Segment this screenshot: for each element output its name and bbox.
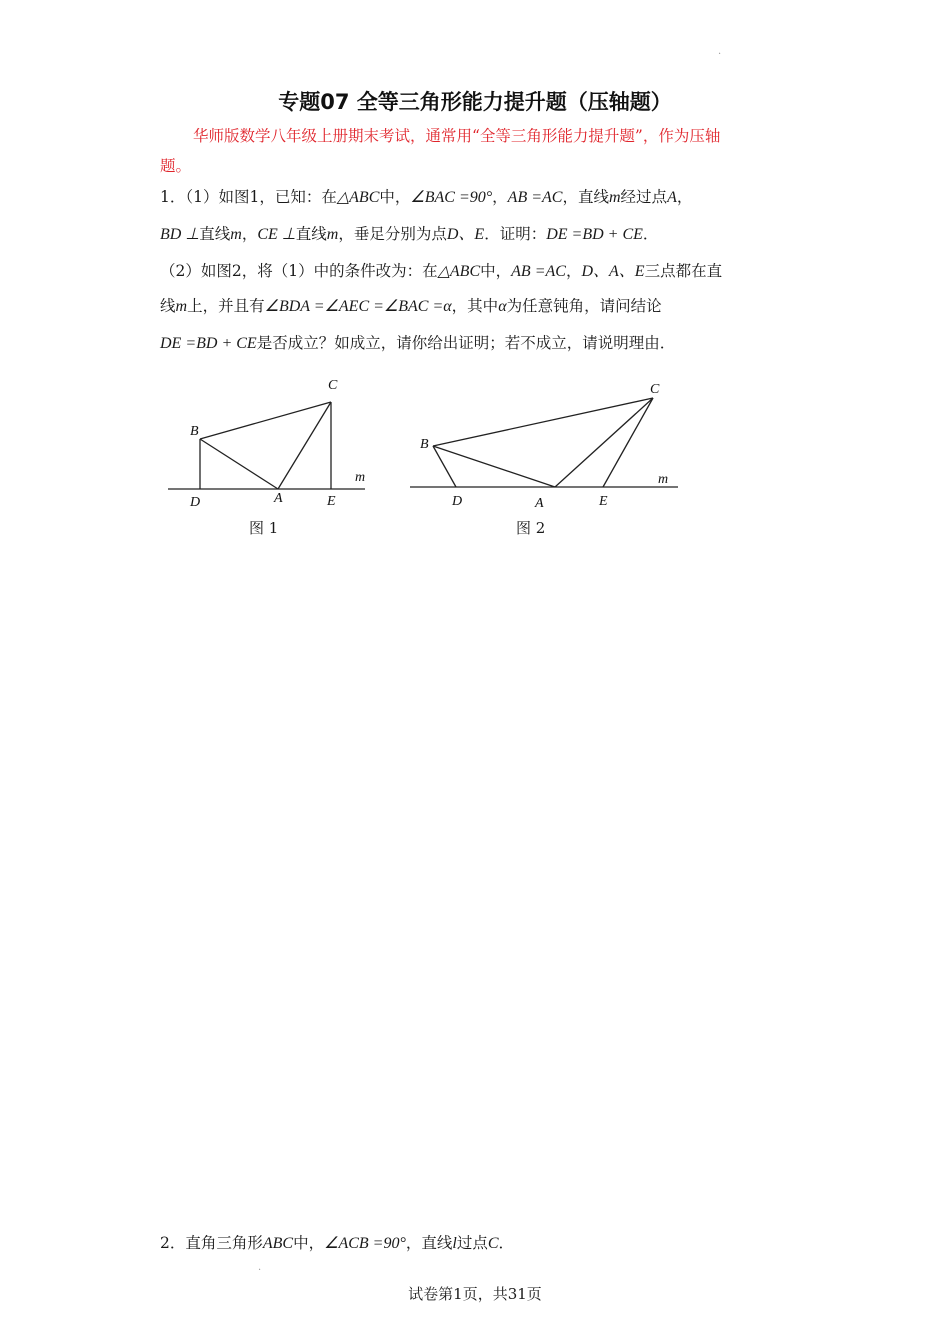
fig2-segment-ce (603, 398, 653, 487)
page-title: 专题07 全等三角形能力提升题（压轴题） (278, 90, 672, 114)
q1-math: ∠BAC =90° (410, 189, 493, 206)
q1-text: ，垂足分别为点 (338, 225, 447, 243)
fig2-segment-bc (433, 398, 653, 446)
q1-text: 直线 (199, 225, 231, 243)
fig2-segment-ac (555, 398, 653, 487)
q1-line-3 (160, 258, 722, 281)
q1-math: m (608, 189, 621, 206)
q1-text: ，其中 (451, 297, 499, 315)
fig2-label-m: m (658, 472, 669, 487)
q2-text: 过点 (456, 1234, 488, 1252)
q1-line-5 (160, 331, 675, 353)
q2-math: ABC (262, 1235, 294, 1252)
fig1-label-e: E (327, 494, 336, 509)
q1-text: ．证明： (484, 225, 547, 243)
q1-math: ∠BDA =∠AEC =∠BAC =α (264, 298, 452, 315)
bottom-mark: . (258, 1262, 262, 1273)
fig1-segment-ba (200, 439, 278, 489)
intro-line-1: 华师版数学八年级上册期末考试，通常用“全等三角形能力提升题”，作为压轴 (193, 127, 721, 145)
q2-line-1 (160, 1231, 514, 1253)
fig1-label-m: m (355, 470, 366, 485)
q1-text: 经过点 (620, 188, 668, 206)
q1-math: m (326, 226, 339, 243)
fig1-label-c: C (328, 378, 338, 393)
q2-text: 2．直角三角形 (160, 1234, 263, 1252)
q2-math: ∠ACB =90° (324, 1235, 406, 1252)
q1-math: D、E (446, 226, 485, 243)
q1-math: m (175, 298, 188, 315)
q1-math: A (667, 189, 677, 206)
figure-2-caption: 图 2 (516, 519, 546, 537)
q1-text: ，直线 (562, 188, 609, 206)
fig2-label-c: C (650, 382, 660, 397)
corner-mark: . (718, 46, 722, 57)
q1-text: ． (642, 225, 659, 243)
q2-text: 中， (293, 1234, 325, 1252)
fig2-label-b: B (420, 437, 429, 452)
q2-text: ，直线 (405, 1234, 453, 1252)
q1-line-2 (160, 221, 658, 244)
fig2-segment-ba (433, 446, 555, 487)
fig2-label-a: A (535, 496, 544, 511)
q1-math: DE =BD + CE (160, 335, 257, 352)
q1-text: ， (565, 262, 582, 280)
figure-1-caption: 图 1 (249, 519, 279, 537)
fig1-label-b: B (190, 424, 199, 439)
q1-text: （2）如图2，将（1）中的条件改为：在 (160, 262, 438, 280)
q1-math: BD ⊥ (160, 226, 200, 243)
q1-text: 为任意钝角，请问结论 (506, 297, 662, 315)
q1-text: 线 (160, 297, 176, 315)
q1-math: △ABC (437, 263, 481, 280)
fig2-label-e: E (599, 494, 608, 509)
q1-math: m (230, 226, 242, 243)
figure-1 (160, 372, 380, 517)
q1-math: D、A、E (581, 263, 645, 280)
q1-text: ， (492, 188, 508, 206)
q1-math: AB =AC (507, 189, 563, 206)
q1-text: 中， (480, 262, 512, 280)
q2-math: l (452, 1235, 457, 1252)
q1-text: 上，并且有 (187, 297, 265, 315)
fig1-label-a: A (274, 491, 283, 506)
q1-text: 直线 (295, 225, 327, 243)
q1-math: AB =AC (511, 263, 566, 280)
q1-math: α (498, 298, 507, 315)
fig1-label-d: D (190, 495, 201, 510)
fig2-label-d: D (452, 494, 463, 509)
q1-text: ， (241, 225, 258, 243)
q2-text: ． (498, 1234, 515, 1252)
q1-text: 1．（1）如图1，已知：在 (160, 188, 337, 206)
q1-math: CE ⊥ (257, 226, 296, 243)
q1-text: 是否成立？如成立，请你给出证明；若不成立，请说明理由． (256, 334, 676, 352)
q1-text: 三点都在直 (644, 262, 723, 280)
q1-line-1 (160, 185, 692, 207)
q1-text: 中， (379, 188, 411, 206)
intro-line-2: 题。 (160, 157, 192, 175)
figure-2 (405, 376, 685, 514)
page-footer: 试卷第1页，共31页 (408, 1285, 542, 1303)
q1-text: ， (676, 188, 693, 206)
q2-math: C (487, 1235, 499, 1252)
q1-math: △ABC (336, 189, 380, 206)
q1-math: DE =BD + CE (546, 226, 643, 243)
q1-line-4 (160, 294, 662, 316)
